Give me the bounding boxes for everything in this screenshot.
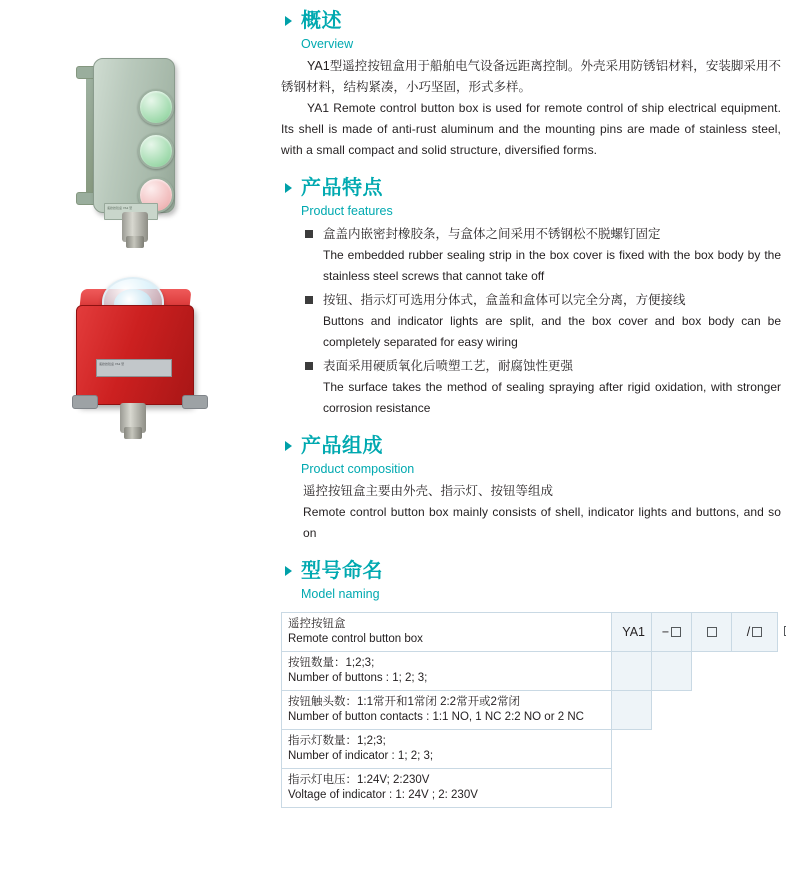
model-naming-table-wrap <box>281 612 771 808</box>
model-code-spacer <box>652 730 692 769</box>
product-images-column <box>0 0 270 875</box>
model-code-cell-contacts <box>692 613 732 652</box>
model-row-description <box>282 691 612 730</box>
triangle-bullet-icon <box>285 183 292 193</box>
model-code-spacer <box>612 769 652 808</box>
green-box-body <box>93 58 175 213</box>
model-row-description <box>282 652 612 691</box>
model-code-cell <box>612 691 652 730</box>
dash-glyph: − <box>661 624 670 639</box>
nameplate-label: 遥控按钮盒 YA1 型 <box>96 359 172 377</box>
model-row-description <box>282 769 612 808</box>
feature-label-cn: 按钮、指示灯可选用分体式，盒盖和盒体可以完全分离，方便接线 <box>323 293 686 307</box>
model-code-spacer <box>652 691 692 730</box>
model-code-spacer <box>732 652 778 691</box>
model-code-cell <box>612 652 652 691</box>
table-row <box>282 652 778 691</box>
overview-paragraph-en: YA1 Remote control button box is used for remote control of ship electrical equipment. Its shell is made of anti-rust aluminum and the mounting pins are made of stainless steel, with a small compact and solid structure, diversified forms. <box>281 101 781 157</box>
section-title-en: Model naming <box>301 587 380 601</box>
model-code-spacer <box>732 691 778 730</box>
composition-paragraph-en: Remote control button box mainly consists of shell, indicator lights and buttons, and so on <box>303 505 781 540</box>
model-code-cell-indicator <box>732 613 778 652</box>
slash-glyph: / <box>746 624 751 639</box>
green-push-button <box>138 133 174 169</box>
row-text-en: Voltage of indicator : 1: 24V ; 2: 230V <box>288 789 478 801</box>
row-text-en: Number of indicator : 1; 2; 3; <box>288 750 434 762</box>
section-composition <box>281 433 781 544</box>
row-text-cn: 指示灯数量：1;2;3; <box>288 735 386 747</box>
feature-text-en: Buttons and indicator lights are split, and the box cover and box body can be completely separated for easy wiring <box>323 314 781 349</box>
content-column <box>281 0 781 812</box>
section-model-heading <box>281 558 781 584</box>
model-code-spacer <box>692 730 732 769</box>
red-box-body <box>76 305 194 405</box>
section-title-cn: 型号命名 <box>301 560 383 582</box>
nameplate-label: 遥控按钮盒 YA1 型 <box>104 203 158 220</box>
feature-item <box>303 290 781 353</box>
model-code-spacer <box>692 652 732 691</box>
section-features-heading <box>281 175 781 201</box>
section-title-en: Product features <box>301 204 393 218</box>
cable-gland <box>120 403 146 433</box>
green-push-button <box>138 89 174 125</box>
section-overview-heading <box>281 8 781 34</box>
features-list <box>281 224 781 419</box>
model-code-spacer <box>692 691 732 730</box>
model-code-cell <box>652 652 692 691</box>
placeholder-box-icon <box>707 627 717 637</box>
model-code-spacer <box>732 730 778 769</box>
model-row-description <box>282 730 612 769</box>
section-title-en: Overview <box>301 37 354 51</box>
green-three-button-control-box <box>68 40 218 230</box>
feature-text-en: The surface takes the method of sealing spraying after rigid oxidation, with stronger corrosion resistance <box>323 380 781 415</box>
square-bullet-icon <box>305 362 313 370</box>
row-text-en: Number of buttons : 1; 2; 3; <box>288 672 428 684</box>
feature-label-cn: 盒盖内嵌密封橡胶条，与盒体之间采用不锈钢松不脱螺钉固定 <box>323 227 661 241</box>
placeholder-box-icon <box>671 627 681 637</box>
model-code-spacer <box>612 730 652 769</box>
section-title-cn: 产品组成 <box>301 435 383 457</box>
model-code-spacer <box>652 769 692 808</box>
model-code-spacer <box>692 769 732 808</box>
section-title-en: Product composition <box>301 462 415 476</box>
model-row-description <box>282 613 612 652</box>
model-code-spacer <box>732 769 778 808</box>
table-row <box>282 613 778 652</box>
section-composition-heading <box>281 433 781 459</box>
row-text-cn: 指示灯电压：1:24V; 2:230V <box>288 774 430 786</box>
row-text-en: Remote control button box <box>288 633 423 645</box>
red-indicator-light-button-box <box>58 275 233 490</box>
row-text-cn: 按钮触头数：1:1常开和1常闭 2:2常开或2常闭 <box>288 696 520 708</box>
section-model-naming <box>281 558 781 808</box>
triangle-bullet-icon <box>285 566 292 576</box>
placeholder-box-icon <box>752 627 762 637</box>
table-row <box>282 769 778 808</box>
table-row <box>282 691 778 730</box>
triangle-bullet-icon <box>285 16 292 26</box>
model-naming-table <box>281 612 778 808</box>
cable-gland <box>122 212 148 242</box>
feature-text-en: The embedded rubber sealing strip in the box cover is fixed with the box body by the stainless steel screws that cannot take off <box>323 248 781 283</box>
section-title-cn: 产品特点 <box>301 177 383 199</box>
overview-paragraph-cn: YA1型遥控按钮盒用于船舶电气设备远距离控制。外壳采用防锈铝材料，安装脚采用不锈钢材料，结构紧凑，小巧坚固，形式多样。 <box>281 59 781 94</box>
feature-text-cn <box>303 356 781 377</box>
row-text-cn: 遥控按钮盒 <box>288 618 346 630</box>
composition-paragraph-cn: 遥控按钮盒主要由外壳、指示灯、按钮等组成 <box>303 484 554 498</box>
row-text-en: Number of button contacts : 1:1 NO, 1 NC 2:2 NO or 2 NC <box>288 711 584 723</box>
model-code-cell: YA1 <box>612 613 652 652</box>
mounting-lug <box>182 395 208 409</box>
feature-item <box>303 356 781 419</box>
square-bullet-icon <box>305 230 313 238</box>
table-row <box>282 730 778 769</box>
feature-label-cn: 表面采用硬质氧化后喷塑工艺，耐腐蚀性更强 <box>323 359 574 373</box>
feature-text-cn <box>303 224 781 245</box>
square-bullet-icon <box>305 296 313 304</box>
row-text-cn: 按钮数量：1;2;3; <box>288 657 375 669</box>
mounting-lug <box>72 395 98 409</box>
section-title-cn: 概述 <box>301 10 342 32</box>
section-features <box>281 175 781 419</box>
feature-item <box>303 224 781 287</box>
feature-text-cn <box>303 290 781 311</box>
model-code-cell-buttons <box>652 613 692 652</box>
section-overview <box>281 8 781 161</box>
triangle-bullet-icon <box>285 441 292 451</box>
